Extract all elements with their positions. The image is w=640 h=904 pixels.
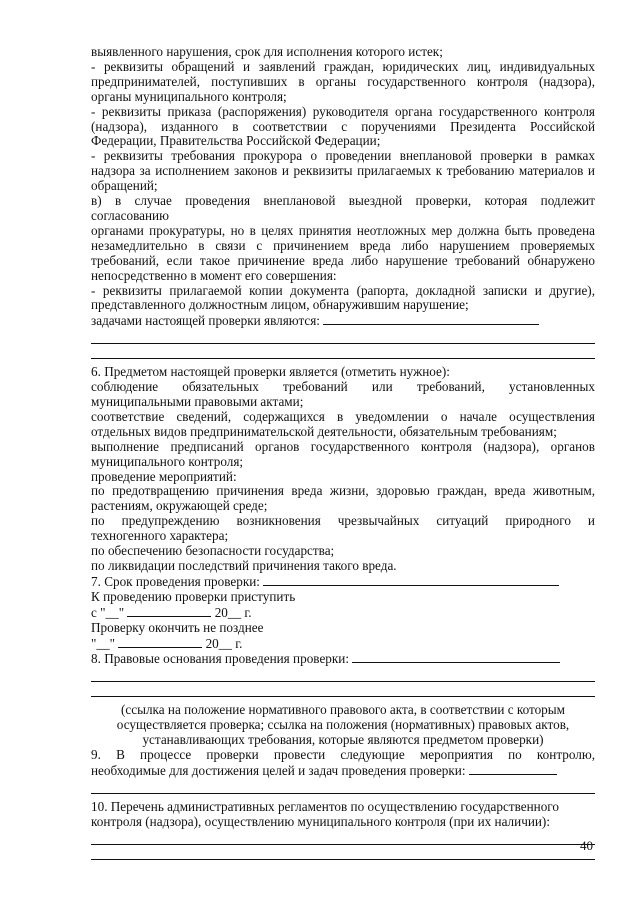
fill-in-line[interactable] xyxy=(91,667,595,682)
text-line xyxy=(91,313,595,329)
text-line: 9. В процессе проверки провести следующие мероприятия по контролю, xyxy=(91,747,595,763)
text-line: представленного должностным лицом, обнаружившим нарушение; xyxy=(91,297,469,313)
text-line xyxy=(91,605,595,621)
fill-in-line[interactable] xyxy=(91,344,595,359)
date-month-blank[interactable] xyxy=(118,636,202,648)
text-line: органы муниципального контроля; xyxy=(91,88,287,104)
date-day: с "__" xyxy=(91,604,125,620)
text-line: муниципальными правовыми актами; xyxy=(91,394,304,410)
field-label: 8. Правовые основания проведения проверки: xyxy=(91,651,350,667)
date-month-blank[interactable] xyxy=(127,605,211,617)
option-item[interactable]: соблюдение обязательных требований или требований, установленных xyxy=(91,379,595,395)
fill-in-line[interactable] xyxy=(91,779,595,794)
text-line: К проведению проверки приступить xyxy=(91,588,296,604)
text-line: в) в случае проведения внеплановой выездной проверки, которая подлежит согласованию xyxy=(91,193,595,223)
text-line: - реквизиты прилагаемой копии документа (рапорта, докладной записки и другие), xyxy=(91,282,595,298)
text-line: Федерации, Правительства Российской Федерации; xyxy=(91,133,381,149)
text-line: (надзора), изданного в соответствии с поручениями Президента Российской xyxy=(91,118,595,134)
fill-in-blank[interactable] xyxy=(352,651,560,663)
text-line: - реквизиты обращений и заявлений граждан, юридических лиц, индивидуальных xyxy=(91,58,595,74)
text-line: по обеспечению безопасности государства; xyxy=(91,543,335,559)
text-line: - реквизиты требования прокурора о проведении внеплановой проверки в рамках xyxy=(91,148,595,164)
page-number: 40 xyxy=(580,838,593,853)
field-label: 7. Срок проведения проверки: xyxy=(91,573,260,589)
text-line: растениям, окружающей среде; xyxy=(91,498,268,514)
text-line: по предотвращению причинения вреда жизни, здоровью граждан, вреда животным, xyxy=(91,483,595,499)
fill-in-blank[interactable] xyxy=(469,763,557,775)
text-line: 10. Перечень административных регламентов по осуществлению государственного xyxy=(91,798,559,814)
text-line xyxy=(91,763,595,779)
text-line: Проверку окончить не позднее xyxy=(91,619,264,635)
text-line xyxy=(91,636,595,652)
text-line: незамедлительно в связи с причинением вреда либо нарушением проверяемых xyxy=(91,237,595,253)
text-line xyxy=(91,651,595,667)
document-page xyxy=(91,45,595,860)
option-item[interactable]: проведение мероприятий: xyxy=(91,468,237,484)
field-label: задачами настоящей проверки являются: xyxy=(91,313,320,329)
fill-in-blank[interactable] xyxy=(323,313,539,325)
date-year: 20__ г. xyxy=(205,635,243,651)
text-line: надзора за исполнением законов и реквизиты прилагаемых к требованию материалов и xyxy=(91,163,595,179)
text-line: техногенного характера; xyxy=(91,528,229,544)
text-line: выявленного нарушения, срок для исполнения которого истек; xyxy=(91,44,443,59)
text-line: контроля (надзора), осуществлению муниципального контроля (при их наличии): xyxy=(91,813,550,829)
footnote-line: (ссылка на положение нормативного правового акта, в соответствии с которым xyxy=(121,702,565,718)
option-item[interactable]: выполнение предписаний органов государственного контроля (надзора), органов xyxy=(91,438,595,454)
text-line: обращений; xyxy=(91,178,158,194)
text-line: требований, если такое причинение вреда либо нарушение требований обнаружено xyxy=(91,252,595,268)
text-line: - реквизиты приказа (распоряжения) руководителя органа государственного контроля xyxy=(91,103,595,119)
field-label: необходимые для достижения целей и задач проведения проверки: xyxy=(91,762,466,778)
footnote-line: устанавливающих требования, которые являются предметом проверки) xyxy=(142,732,544,748)
text-line: муниципального контроля; xyxy=(91,453,244,469)
section-heading: 6. Предметом настоящей проверки является (отметить нужное): xyxy=(91,364,450,380)
text-line xyxy=(91,574,595,590)
option-item[interactable]: соответствие сведений, содержащихся в уведомлении о начале осуществления xyxy=(91,408,595,424)
date-year: 20__ г. xyxy=(214,604,252,620)
fill-in-line[interactable] xyxy=(91,830,595,845)
text-line: по предупреждению возникновения чрезвычайных ситуаций природного и xyxy=(91,513,595,529)
date-day: "__" xyxy=(91,635,115,651)
text-line: отдельных видов предпринимательской деятельности, обязательным требованиям; xyxy=(91,423,557,439)
text-line: непосредственно в момент его совершения: xyxy=(91,267,337,283)
fill-in-line[interactable] xyxy=(91,329,595,344)
fill-in-line[interactable] xyxy=(91,682,595,697)
fill-in-blank[interactable] xyxy=(263,574,559,586)
fill-in-line[interactable] xyxy=(91,845,595,860)
text-line: по ликвидации последствий причинения такого вреда. xyxy=(91,558,397,573)
text-line: предпринимателей, поступивших в органы государственного контроля (надзора), xyxy=(91,73,595,89)
footnote-line: осуществляется проверка; ссылка на положения (нормативных) правовых актов, xyxy=(116,717,570,733)
text-line: органами прокуратуры, но в целях принятия неотложных мер должна быть проведена xyxy=(91,222,595,238)
